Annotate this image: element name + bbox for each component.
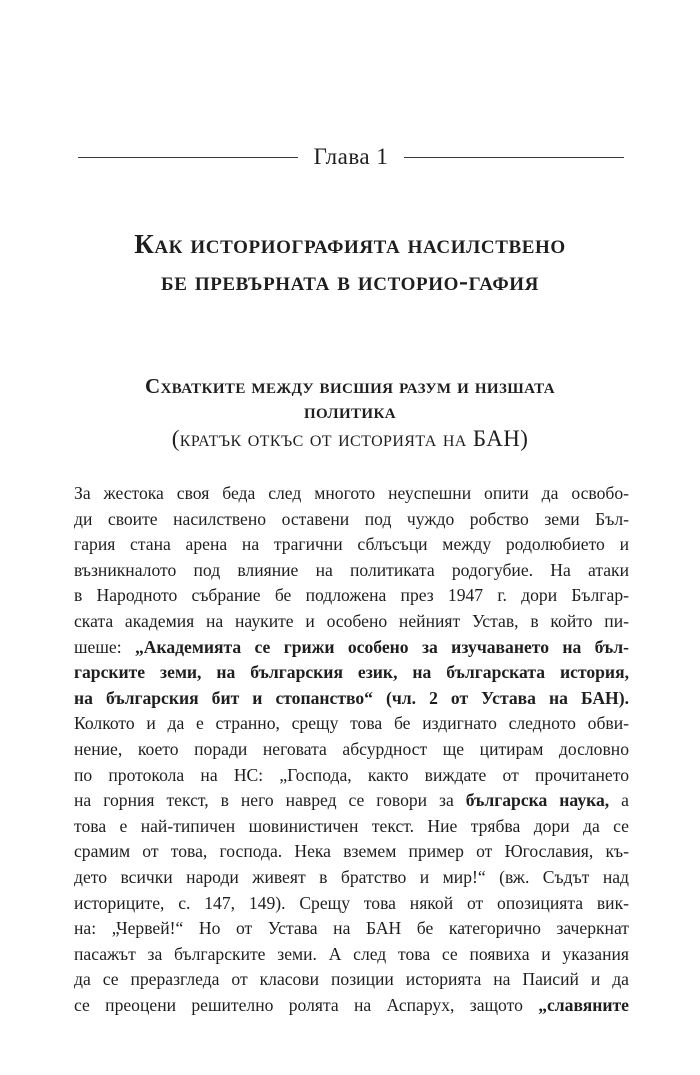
body-text-segment: по протокола на НС: „Господа, както виждате от прочитането — [74, 764, 629, 785]
body-line — [74, 481, 629, 507]
body-text-segment: а — [609, 790, 629, 811]
chapter-title-line: бе превърната в историо-гафия — [161, 266, 539, 296]
body-text-segment: да се преразгледа от класови позиции историята на Паисий и да — [74, 969, 629, 990]
chapter-heading — [78, 142, 624, 172]
body-text-segment: възникналото под влияние на политиката родогубие. На атаки — [74, 559, 629, 580]
bold-text: гарските земи, на българския език, на българската история, — [74, 662, 629, 683]
body-line — [74, 635, 629, 661]
chapter-title-line: Как историографията насилствено — [134, 229, 566, 259]
body-line — [74, 507, 629, 533]
section-subheading: (кратък откъс от историята на БАН) — [171, 426, 529, 451]
body-text-segment: пасажът за българските земи. А след това се появиха и указания — [74, 943, 629, 964]
body-text-segment: Колкото и да е странно, срещу това бе издигнато следното обви- — [74, 713, 629, 734]
body-text-segment: на горния текст, в него навред се говори за — [74, 790, 466, 811]
body-line — [74, 993, 629, 1019]
body-text-segment: ската академия на науките и особено нейният Устав, в който пи- — [74, 610, 629, 631]
section-heading-line: Схватките между висшия разум и низшата — [145, 374, 555, 398]
body-line — [74, 942, 629, 968]
bold-text: „Академията се грижи особено за изучаването на бъл- — [134, 636, 629, 657]
section-heading — [40, 374, 660, 454]
body-line — [74, 660, 629, 686]
body-line — [74, 865, 629, 891]
body-text-segment: дето всички народи живеят в братство и мир!“ (вж. Съдът над — [74, 866, 629, 887]
body-line — [74, 814, 629, 840]
body-line — [74, 891, 629, 917]
body-line — [74, 763, 629, 789]
bold-text: българска наука, — [465, 790, 610, 811]
body-line — [74, 839, 629, 865]
chapter-rule-right — [404, 157, 624, 158]
body-text-segment: се преоцени решително ролята на Аспарух, защото — [74, 994, 539, 1015]
body-text-segment: на: „Червей!“ Но от Устава на БАН бе категорично зачеркнат — [74, 918, 629, 939]
body-line — [74, 532, 629, 558]
body-text-segment: това е най-типичен шовинистичен текст. Ние трябва дори да се — [74, 815, 629, 836]
body-text-segment: гария стана арена на трагични сблъсъци между родолюбието и — [74, 534, 629, 555]
section-heading-line: политика — [303, 399, 396, 423]
bold-text: „славяните — [538, 994, 629, 1015]
body-line — [74, 609, 629, 635]
body-line — [74, 686, 629, 712]
body-text-segment: За жестока своя беда след многото неуспешни опити да освобо- — [74, 483, 629, 503]
body-line — [74, 967, 629, 993]
body-line — [74, 583, 629, 609]
body-line — [74, 788, 629, 814]
body-text-segment: историците, с. 147, 149). Срещу това някой от опозицията вик- — [74, 892, 629, 913]
chapter-rule-left — [78, 157, 298, 158]
body-text-segment: ди своите насилствено оставени под чуждо робство земи Бъл- — [74, 508, 629, 529]
body-text-segment: нение, което поради неговата абсурдност ще цитирам дословно — [74, 738, 629, 759]
body-text — [74, 481, 629, 1018]
body-line — [74, 711, 629, 737]
body-line — [74, 916, 629, 942]
body-text-segment: в Народното събрание бе подложена през 1947 г. дори Българ- — [74, 585, 629, 606]
bold-text: на българския бит и стопанство“ (чл. 2 от Устава на БАН). — [74, 687, 629, 708]
body-line — [74, 558, 629, 584]
body-text-segment: шеше: — [74, 636, 135, 657]
body-text-segment: срамим от това, господа. Нека вземем пример от Югославия, къ- — [74, 841, 629, 862]
chapter-title — [40, 226, 660, 300]
body-line — [74, 737, 629, 763]
chapter-label: Глава 1 — [313, 144, 389, 169]
